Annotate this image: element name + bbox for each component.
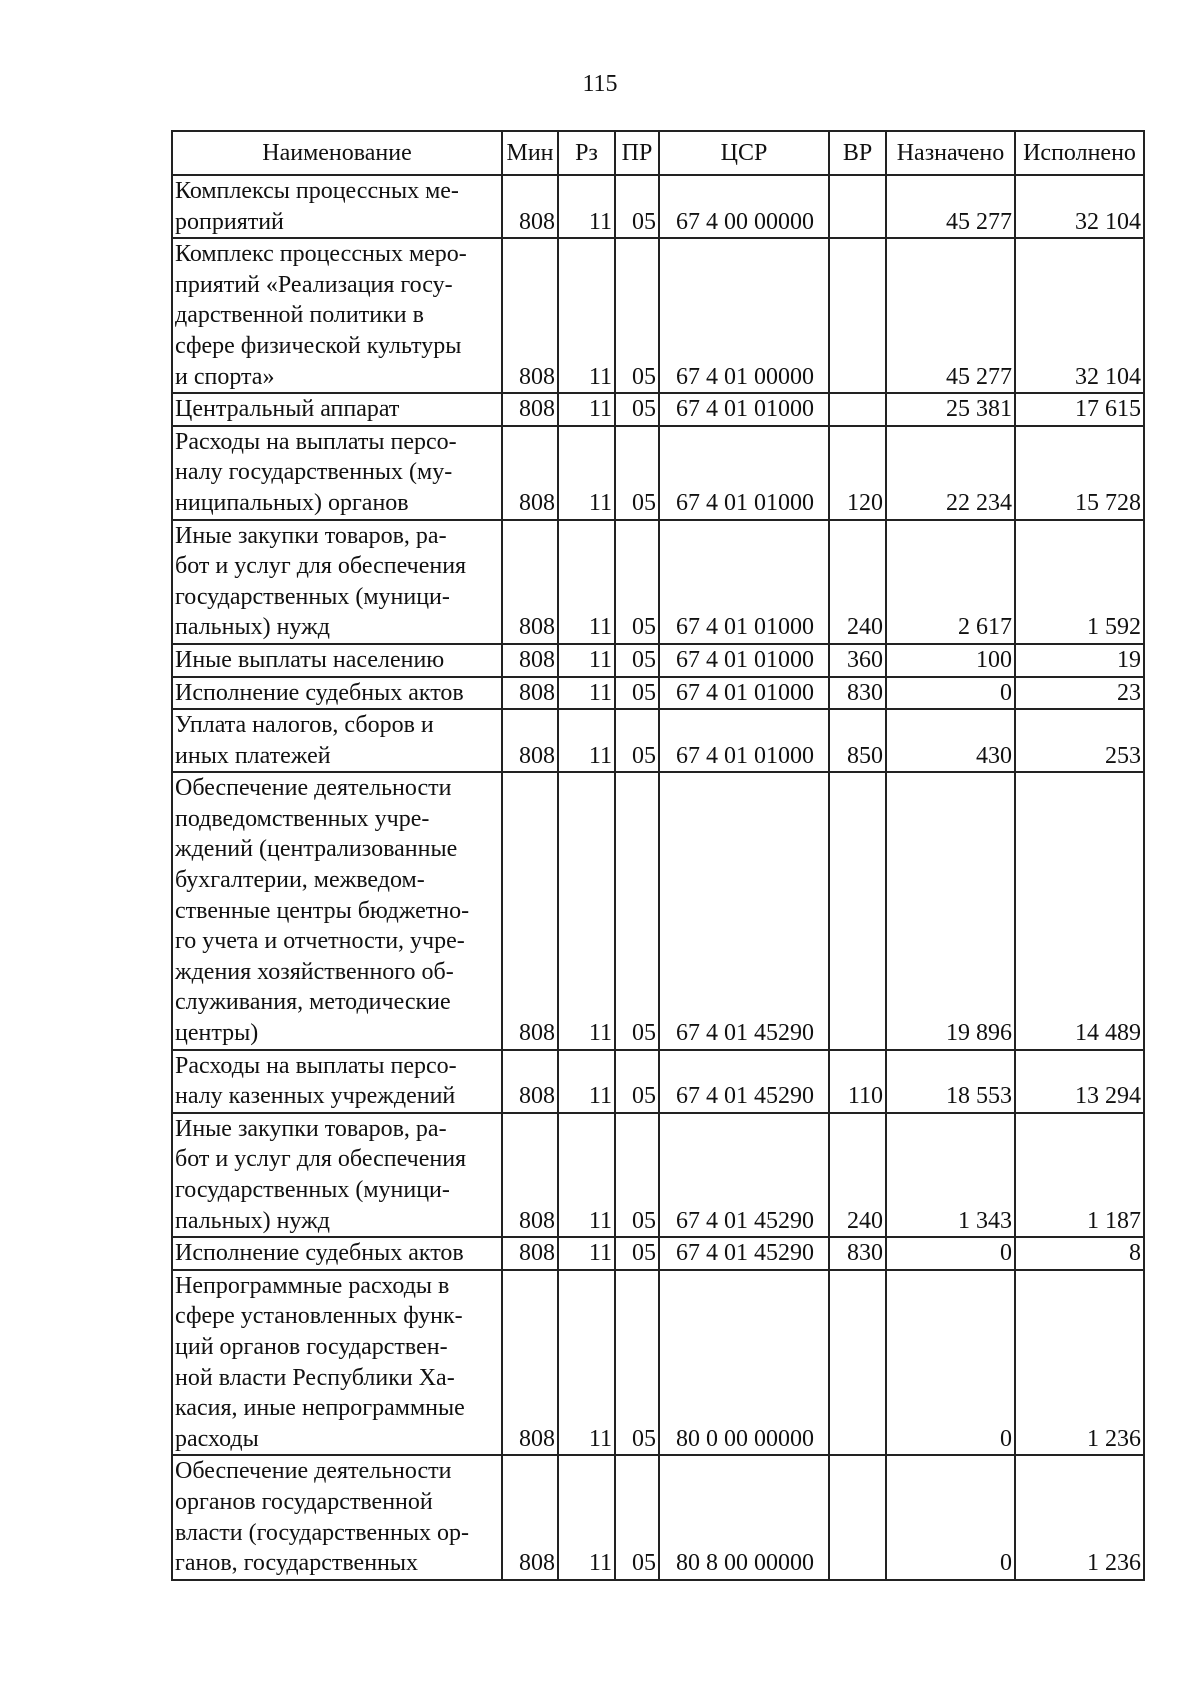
cell-assigned: 45 277 <box>886 238 1015 393</box>
cell-rz: 11 <box>558 426 615 520</box>
cell-min: 808 <box>502 426 558 520</box>
cell-vr <box>829 1270 886 1456</box>
cell-executed: 14 489 <box>1015 772 1144 1049</box>
table-row <box>172 709 1144 772</box>
cell-pr: 05 <box>615 644 659 677</box>
cell-csr: 67 4 01 01000 <box>659 644 829 677</box>
budget-table <box>171 130 1145 1581</box>
cell-assigned: 25 381 <box>886 393 1015 426</box>
cell-min: 808 <box>502 175 558 238</box>
cell-rz: 11 <box>558 238 615 393</box>
cell-rz: 11 <box>558 677 615 710</box>
cell-vr <box>829 1455 886 1579</box>
header-name: Наименование <box>172 131 502 175</box>
header-min: Мин <box>502 131 558 175</box>
cell-name: Иные закупки товаров, ра- бот и услуг для обеспечения государственных (муници- пальных) нужд <box>172 520 502 644</box>
page-number: 115 <box>582 71 618 97</box>
cell-csr: 67 4 01 45290 <box>659 1050 829 1113</box>
cell-assigned: 0 <box>886 1237 1015 1270</box>
cell-executed: 1 236 <box>1015 1455 1144 1579</box>
cell-min: 808 <box>502 1113 558 1237</box>
cell-min: 808 <box>502 677 558 710</box>
cell-name: Обеспечение деятельности органов государственной власти (государственных ор- ганов, государственных <box>172 1455 502 1579</box>
cell-vr: 120 <box>829 426 886 520</box>
cell-rz: 11 <box>558 709 615 772</box>
cell-rz: 11 <box>558 1050 615 1113</box>
table-row <box>172 1050 1144 1113</box>
table-row <box>172 1270 1144 1456</box>
cell-vr <box>829 238 886 393</box>
cell-pr: 05 <box>615 677 659 710</box>
cell-rz: 11 <box>558 772 615 1049</box>
header-csr: ЦСР <box>659 131 829 175</box>
cell-csr: 67 4 01 01000 <box>659 520 829 644</box>
cell-assigned: 0 <box>886 677 1015 710</box>
cell-executed: 15 728 <box>1015 426 1144 520</box>
table-body <box>172 175 1144 1580</box>
cell-csr: 67 4 01 01000 <box>659 393 829 426</box>
cell-vr: 850 <box>829 709 886 772</box>
cell-rz: 11 <box>558 1237 615 1270</box>
cell-assigned: 100 <box>886 644 1015 677</box>
cell-vr <box>829 393 886 426</box>
table-row <box>172 175 1144 238</box>
cell-pr: 05 <box>615 1270 659 1456</box>
cell-min: 808 <box>502 520 558 644</box>
cell-assigned: 2 617 <box>886 520 1015 644</box>
cell-rz: 11 <box>558 1270 615 1456</box>
cell-rz: 11 <box>558 520 615 644</box>
cell-vr: 360 <box>829 644 886 677</box>
cell-executed: 8 <box>1015 1237 1144 1270</box>
cell-rz: 11 <box>558 644 615 677</box>
cell-min: 808 <box>502 393 558 426</box>
header-assigned: Назначено <box>886 131 1015 175</box>
table-row <box>172 520 1144 644</box>
cell-vr <box>829 175 886 238</box>
table-row <box>172 426 1144 520</box>
cell-assigned: 0 <box>886 1270 1015 1456</box>
cell-min: 808 <box>502 1455 558 1579</box>
cell-pr: 05 <box>615 520 659 644</box>
cell-csr: 67 4 01 45290 <box>659 1113 829 1237</box>
cell-pr: 05 <box>615 1455 659 1579</box>
cell-executed: 19 <box>1015 644 1144 677</box>
cell-name: Уплата налогов, сборов и иных платежей <box>172 709 502 772</box>
cell-pr: 05 <box>615 1113 659 1237</box>
table-row <box>172 393 1144 426</box>
cell-vr: 830 <box>829 1237 886 1270</box>
cell-executed: 13 294 <box>1015 1050 1144 1113</box>
cell-executed: 32 104 <box>1015 175 1144 238</box>
cell-min: 808 <box>502 709 558 772</box>
cell-min: 808 <box>502 644 558 677</box>
cell-csr: 80 8 00 00000 <box>659 1455 829 1579</box>
table-row <box>172 772 1144 1049</box>
cell-name: Расходы на выплаты персо- налу государственных (му- ниципальных) органов <box>172 426 502 520</box>
cell-name: Комплексы процессных ме- роприятий <box>172 175 502 238</box>
cell-pr: 05 <box>615 426 659 520</box>
cell-name: Центральный аппарат <box>172 393 502 426</box>
cell-rz: 11 <box>558 393 615 426</box>
cell-vr <box>829 772 886 1049</box>
cell-csr: 67 4 01 01000 <box>659 709 829 772</box>
cell-pr: 05 <box>615 1237 659 1270</box>
cell-executed: 23 <box>1015 677 1144 710</box>
cell-executed: 32 104 <box>1015 238 1144 393</box>
table-row <box>172 238 1144 393</box>
cell-csr: 67 4 01 01000 <box>659 426 829 520</box>
cell-csr: 67 4 01 01000 <box>659 677 829 710</box>
header-vr: ВР <box>829 131 886 175</box>
cell-min: 808 <box>502 1050 558 1113</box>
cell-executed: 1 592 <box>1015 520 1144 644</box>
cell-pr: 05 <box>615 1050 659 1113</box>
cell-name: Исполнение судебных актов <box>172 677 502 710</box>
cell-min: 808 <box>502 772 558 1049</box>
cell-pr: 05 <box>615 238 659 393</box>
cell-csr: 67 4 01 45290 <box>659 772 829 1049</box>
cell-pr: 05 <box>615 772 659 1049</box>
table-row <box>172 677 1144 710</box>
cell-rz: 11 <box>558 1113 615 1237</box>
cell-name: Непрограммные расходы в сфере установленных функ- ций органов государствен- ной власти Республики Ха- касия, иные непрограммные расходы <box>172 1270 502 1456</box>
header-rz: Рз <box>558 131 615 175</box>
cell-vr: 240 <box>829 520 886 644</box>
cell-assigned: 22 234 <box>886 426 1015 520</box>
cell-rz: 11 <box>558 1455 615 1579</box>
cell-assigned: 19 896 <box>886 772 1015 1049</box>
cell-vr: 830 <box>829 677 886 710</box>
cell-rz: 11 <box>558 175 615 238</box>
cell-assigned: 18 553 <box>886 1050 1015 1113</box>
cell-csr: 67 4 01 45290 <box>659 1237 829 1270</box>
cell-csr: 80 0 00 00000 <box>659 1270 829 1456</box>
cell-vr: 240 <box>829 1113 886 1237</box>
header-row <box>172 131 1144 175</box>
cell-name: Иные выплаты населению <box>172 644 502 677</box>
cell-executed: 253 <box>1015 709 1144 772</box>
table-row <box>172 644 1144 677</box>
cell-name: Исполнение судебных актов <box>172 1237 502 1270</box>
cell-executed: 1 236 <box>1015 1270 1144 1456</box>
cell-csr: 67 4 00 00000 <box>659 175 829 238</box>
header-pr: ПР <box>615 131 659 175</box>
table-row <box>172 1113 1144 1237</box>
header-executed: Исполнено <box>1015 131 1144 175</box>
table-row <box>172 1237 1144 1270</box>
cell-pr: 05 <box>615 175 659 238</box>
cell-assigned: 430 <box>886 709 1015 772</box>
cell-assigned: 45 277 <box>886 175 1015 238</box>
cell-vr: 110 <box>829 1050 886 1113</box>
cell-executed: 1 187 <box>1015 1113 1144 1237</box>
cell-min: 808 <box>502 1270 558 1456</box>
table-row <box>172 1455 1144 1579</box>
cell-assigned: 1 343 <box>886 1113 1015 1237</box>
cell-name: Иные закупки товаров, ра- бот и услуг для обеспечения государственных (муници- пальных) нужд <box>172 1113 502 1237</box>
cell-min: 808 <box>502 1237 558 1270</box>
cell-executed: 17 615 <box>1015 393 1144 426</box>
cell-name: Комплекс процессных меро- приятий «Реализация госу- дарственной политики в сфере физической культуры и спорта» <box>172 238 502 393</box>
cell-assigned: 0 <box>886 1455 1015 1579</box>
cell-min: 808 <box>502 238 558 393</box>
cell-name: Расходы на выплаты персо- налу казенных учреждений <box>172 1050 502 1113</box>
cell-pr: 05 <box>615 709 659 772</box>
cell-name: Обеспечение деятельности подведомственных учре- ждений (централизованные бухгалтерии, межведом- ственные центры бюджетно- го учета и отчетности, учре- ждения хозяйственного об- служивания, методические центры) <box>172 772 502 1049</box>
cell-pr: 05 <box>615 393 659 426</box>
cell-csr: 67 4 01 00000 <box>659 238 829 393</box>
